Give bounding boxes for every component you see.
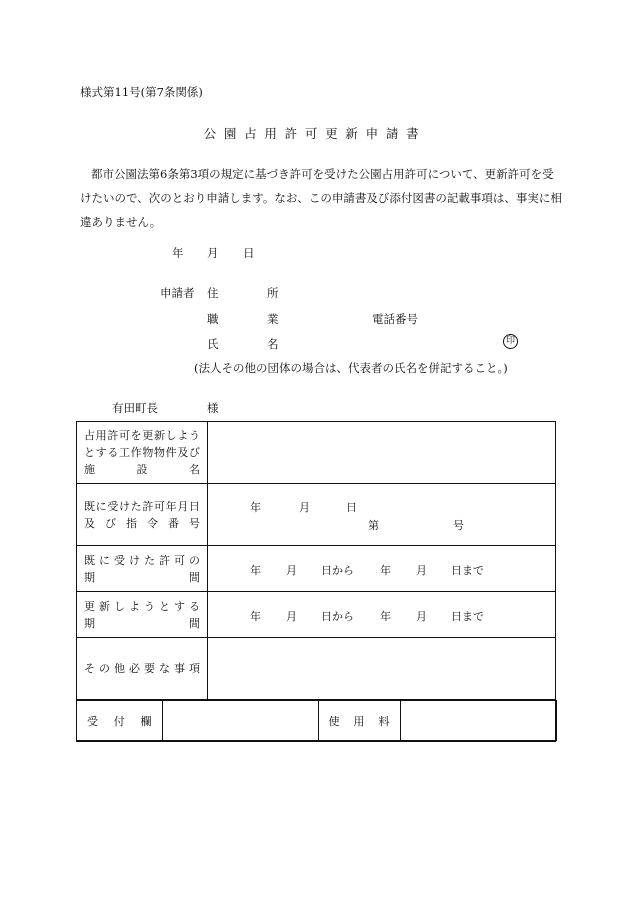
table-row — [77, 546, 556, 592]
prior-permit-go: 号 — [453, 519, 464, 532]
period-year-from: 年 — [250, 610, 261, 623]
phone-label: 電話番号 — [372, 312, 418, 326]
period-month-to: 月 — [416, 610, 427, 623]
name-label-a: 氏 — [207, 337, 219, 351]
table-row — [77, 422, 556, 484]
table-row — [77, 484, 556, 546]
renewal-period-label-a: 更新しようとする — [84, 599, 200, 613]
renewal-period-value[interactable] — [208, 592, 556, 638]
receipt-label: 受付欄 — [77, 701, 162, 741]
prior-period-label-b: 期間 — [84, 570, 200, 584]
prior-period-label — [77, 546, 208, 592]
prior-permit-month: 月 — [299, 501, 310, 514]
addressee-honorific: 様 — [207, 401, 219, 415]
period-month-from: 月 — [286, 564, 297, 577]
prior-permit-label: 既に受けた許可年月日及び指令番号 — [77, 484, 208, 546]
receipt-value[interactable] — [162, 701, 318, 741]
prior-period-label-a: 既に受けた許可の — [84, 553, 200, 567]
name-label-b: 名 — [267, 337, 279, 351]
seal-mark: 印 — [503, 334, 518, 349]
fee-label: 使用料 — [318, 701, 400, 741]
table-row — [77, 700, 556, 742]
footer-table — [77, 700, 557, 741]
corporate-note: (法人その他の団体の場合は、代表者の氏名を併記すること。) — [194, 361, 508, 375]
table-row — [77, 592, 556, 638]
prior-permit-day: 日 — [346, 501, 357, 514]
table-row — [77, 638, 556, 700]
form-title: 公園占用許可更新申請書 — [203, 126, 427, 141]
other-matters-value[interactable] — [208, 638, 556, 700]
period-day-from: 日から — [321, 564, 354, 577]
footer-row — [77, 700, 556, 742]
period-month-from: 月 — [286, 610, 297, 623]
period-day-to: 日まで — [451, 564, 484, 577]
application-table — [76, 421, 556, 742]
prior-permit-year: 年 — [250, 501, 261, 514]
period-year-to: 年 — [380, 564, 391, 577]
applicant-label: 申請者 — [160, 286, 195, 300]
prior-period-value[interactable] — [208, 546, 556, 592]
date-day-label: 日 — [243, 246, 255, 260]
period-year-to: 年 — [380, 610, 391, 623]
address-label-a: 住 — [207, 286, 219, 300]
date-month-label: 月 — [207, 246, 219, 260]
form-number: 様式第11号(第7条関係) — [80, 85, 203, 99]
renewal-period-label — [77, 592, 208, 638]
prior-permit-dai: 第 — [368, 519, 379, 532]
prior-permit-value[interactable] — [208, 484, 556, 546]
occupation-label-a: 職 — [207, 312, 219, 326]
addressee-name: 有田町長 — [112, 401, 158, 415]
facility-name-value[interactable] — [208, 422, 556, 484]
period-day-from: 日から — [321, 610, 354, 623]
fee-value[interactable] — [400, 701, 557, 741]
period-year-from: 年 — [250, 564, 261, 577]
facility-name-label: 占用許可を更新しようとする工作物物件及び施設名 — [77, 422, 208, 484]
date-year-label: 年 — [172, 246, 184, 260]
occupation-label-b: 業 — [267, 312, 279, 326]
renewal-period-label-b: 期間 — [84, 616, 200, 630]
period-day-to: 日まで — [451, 610, 484, 623]
other-matters-label: その他必要な事項 — [77, 638, 208, 700]
intro-paragraph: 都市公園法第6条第3項の規定に基づき許可を受けた公園占用許可について、更新許可を受けたいので、次のとおり申請します。なお、この申請書及び添付図書の記載事項は、事実に相違ありません。 — [80, 167, 562, 229]
period-month-to: 月 — [416, 564, 427, 577]
address-label-b: 所 — [267, 286, 279, 300]
